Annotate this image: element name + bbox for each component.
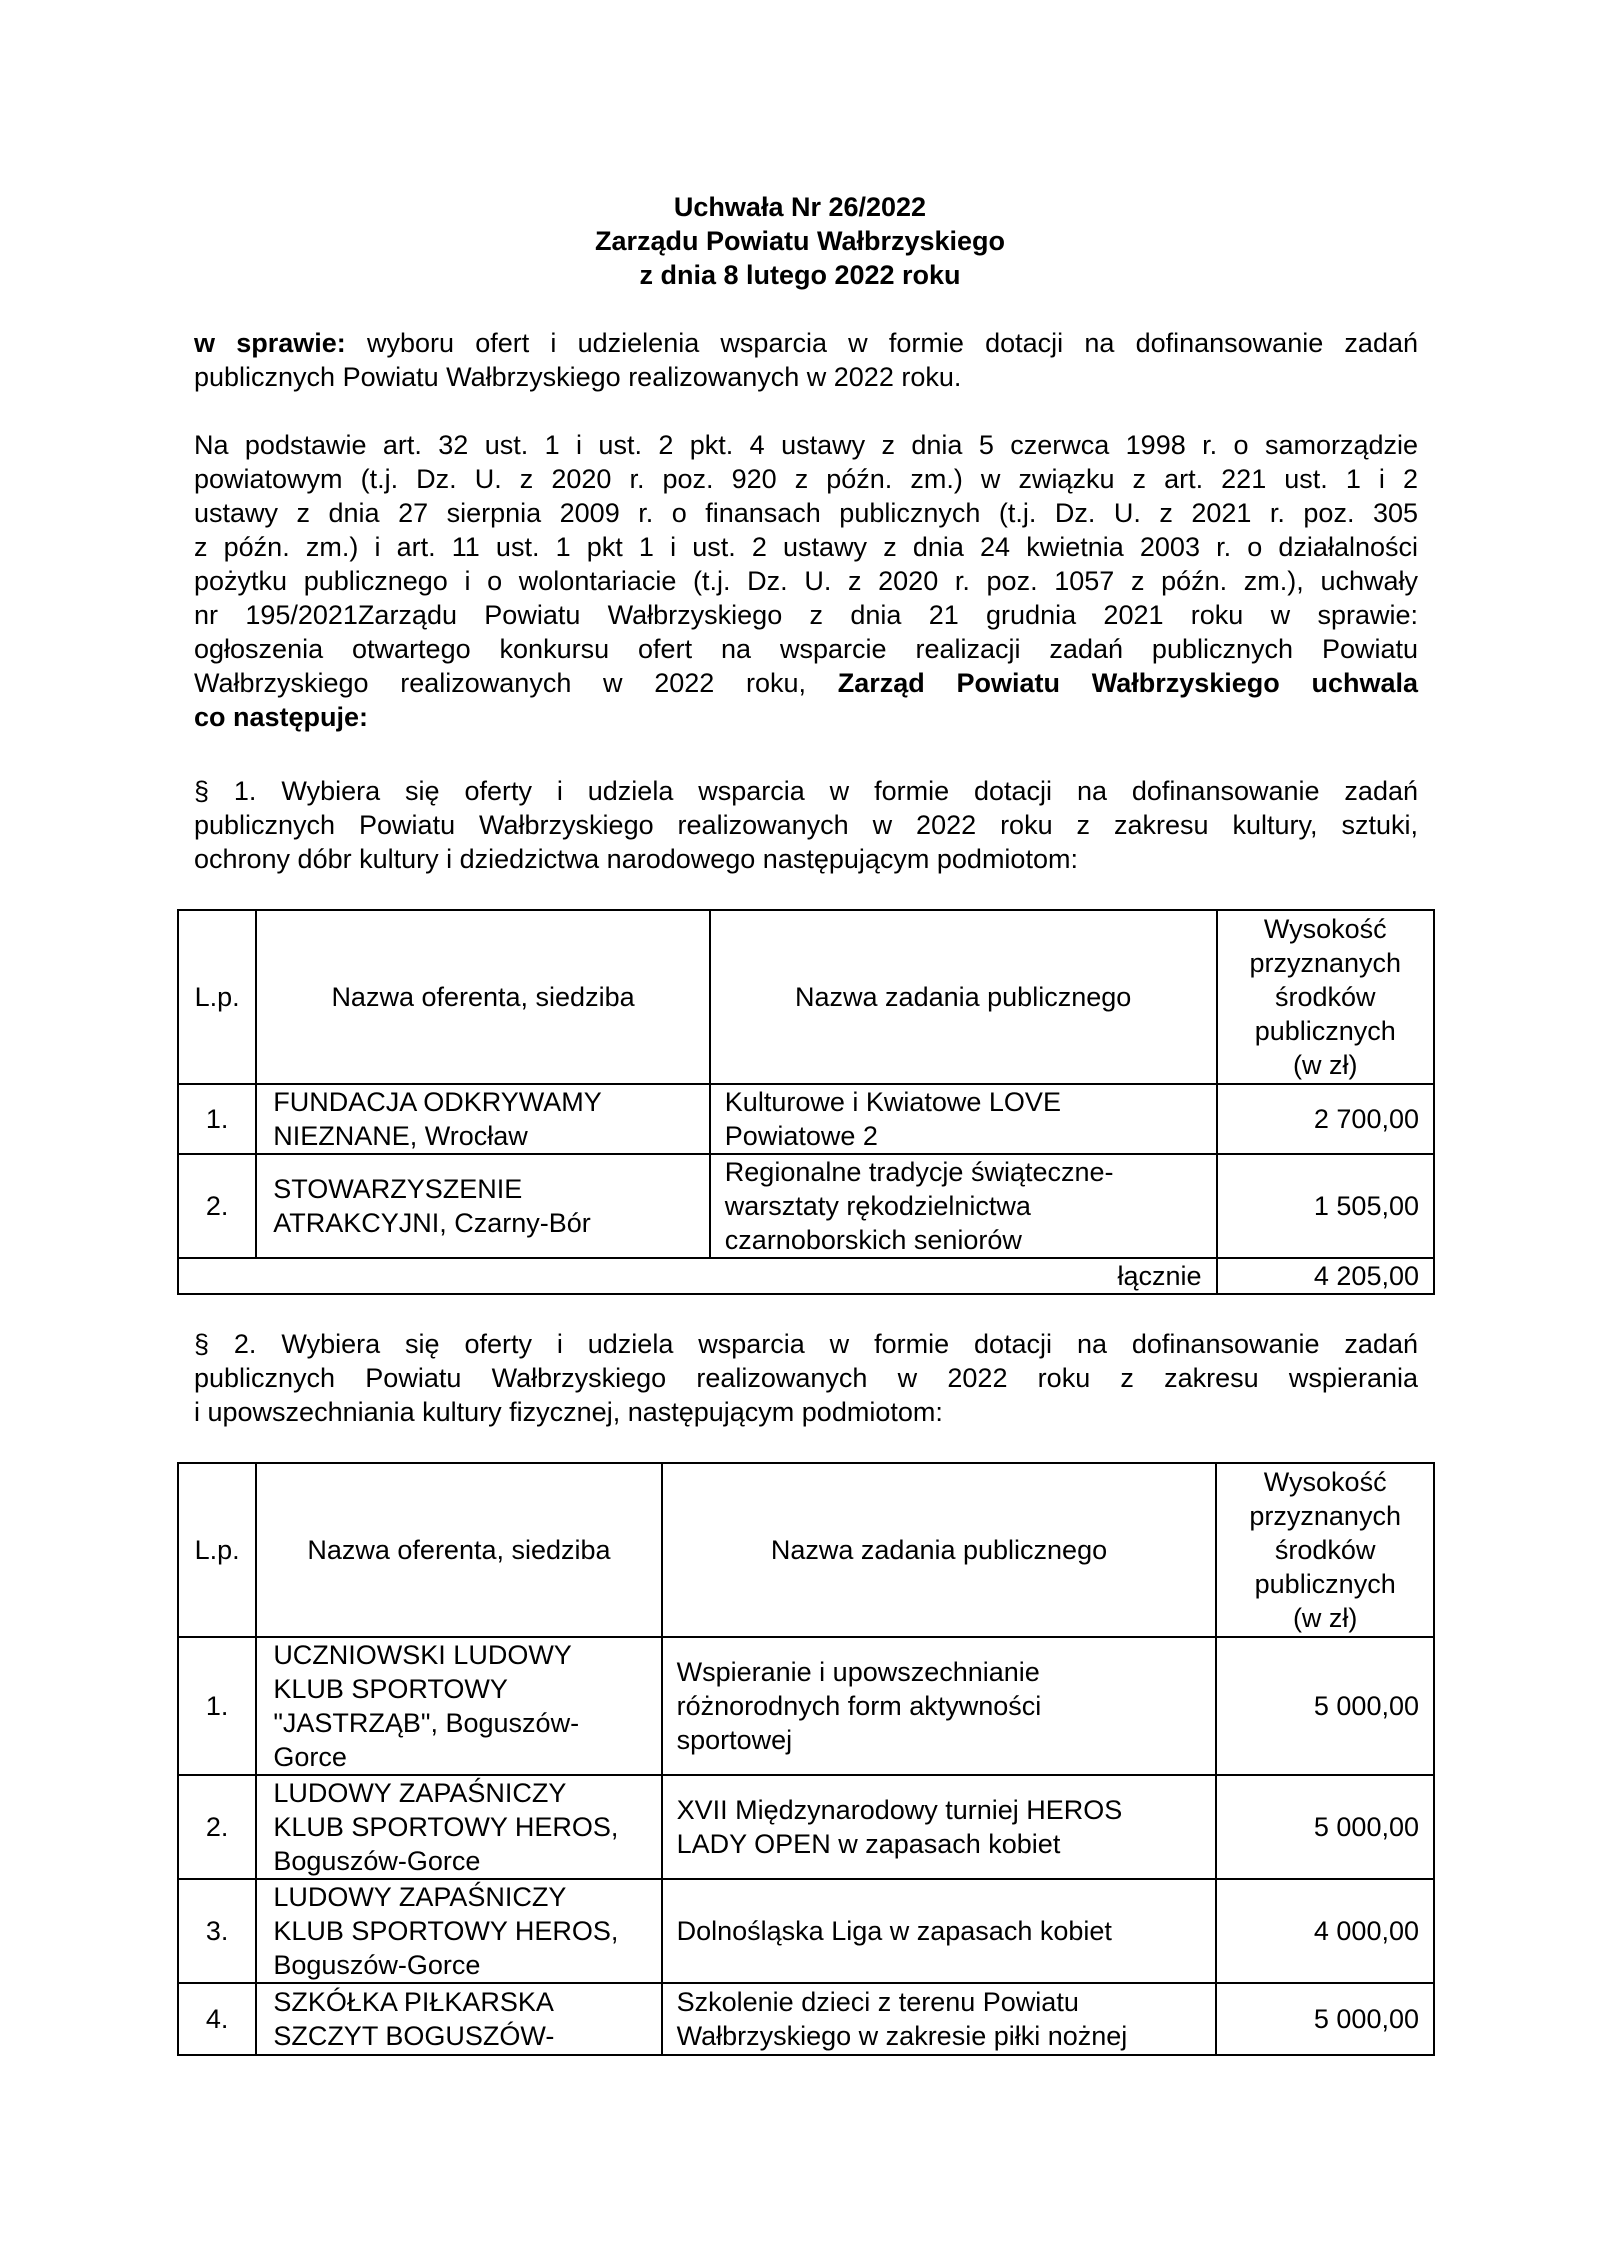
row-task: Szkolenie dzieci z terenu Powiatu Wałbrzyskiego w zakresie piłki nożnej	[662, 1983, 1217, 2055]
header-applicant: Nazwa oferenta, siedziba	[256, 1463, 661, 1637]
subject-paragraph	[194, 326, 1418, 394]
resolution-date: z dnia 8 lutego 2022 roku	[639, 260, 961, 290]
issuing-body: Zarządu Powiatu Wałbrzyskiego	[594, 226, 1006, 256]
subject-label: w sprawie:	[194, 328, 346, 358]
basis-line: z późn. zm.) i art. 11 ust. 1 pkt 1 i ust. 2 ustawy z dnia 24 kwietnia 2003 r. o działalności	[194, 532, 1418, 562]
table-total-row	[178, 1258, 1434, 1294]
table-row	[178, 1879, 1434, 1983]
total-amount: 4 205,00	[1217, 1258, 1435, 1294]
basis-line: ustawy z dnia 27 sierpnia 2009 r. o finansach publicznych (t.j. Dz. U. z 2021 r. poz. 305	[194, 498, 1418, 528]
resolution-number: Uchwała Nr 26/2022	[673, 192, 927, 222]
row-task: Wspieranie i upowszechnianie różnorodnych form aktywności sportowej	[662, 1637, 1217, 1775]
table-row	[178, 1637, 1434, 1775]
header-lp: L.p.	[178, 910, 256, 1084]
row-applicant: SZKÓŁKA PIŁKARSKA SZCZYT BOGUSZÓW-	[256, 1983, 661, 2055]
row-task: Kulturowe i Kwiatowe LOVE Powiatowe 2	[710, 1084, 1217, 1154]
section-1-line: ochrony dóbr kultury i dziedzictwa narodowego następującym podmiotom:	[194, 844, 1078, 874]
header-amount: Wysokość przyznanych środków publicznych (w zł)	[1217, 910, 1435, 1084]
row-task: XVII Międzynarodowy turniej HEROS LADY OPEN w zapasach kobiet	[662, 1775, 1217, 1879]
grants-table-sport	[177, 1462, 1435, 2056]
resolves-phrase: Zarząd Powiatu Wałbrzyskiego uchwala	[837, 668, 1419, 698]
section-2-line: publicznych Powiatu Wałbrzyskiego realizowanych w 2022 roku z zakresu wspierania	[194, 1363, 1418, 1393]
row-applicant: LUDOWY ZAPAŚNICZY KLUB SPORTOWY HEROS, Boguszów-Gorce	[256, 1879, 661, 1983]
row-lp: 1.	[178, 1084, 256, 1154]
table-header-row	[178, 910, 1434, 1084]
section-1-line: § 1. Wybiera się oferty i udziela wsparcia w formie dotacji na dofinansowanie zadań	[194, 776, 1418, 806]
section-1-line: publicznych Powiatu Wałbrzyskiego realizowanych w 2022 roku z zakresu kultury, sztuki,	[194, 810, 1418, 840]
table-header-row	[178, 1463, 1434, 1637]
grants-table-culture	[177, 909, 1435, 1295]
legal-basis-paragraph	[194, 428, 1418, 734]
row-amount: 4 000,00	[1216, 1879, 1434, 1983]
row-amount: 1 505,00	[1217, 1154, 1435, 1258]
basis-line: pożytku publicznego i o wolontariacie (t.j. Dz. U. z 2020 r. poz. 1057 z późn. zm.), uchwały	[194, 566, 1418, 596]
row-applicant: LUDOWY ZAPAŚNICZY KLUB SPORTOWY HEROS, Boguszów-Gorce	[256, 1775, 661, 1879]
table-row	[178, 1775, 1434, 1879]
row-lp: 2.	[178, 1775, 256, 1879]
section-2-line: § 2. Wybiera się oferty i udziela wsparcia w formie dotacji na dofinansowanie zadań	[194, 1329, 1418, 1359]
row-amount: 5 000,00	[1216, 1637, 1434, 1775]
basis-line: nr 195/2021Zarządu Powiatu Wałbrzyskiego z dnia 21 grudnia 2021 roku w sprawie:	[194, 600, 1418, 630]
table-row	[178, 1154, 1434, 1258]
section-2-paragraph	[194, 1327, 1418, 1429]
header-amount: Wysokość przyznanych środków publicznych (w zł)	[1216, 1463, 1434, 1637]
row-lp: 4.	[178, 1983, 256, 2055]
section-1-paragraph	[194, 774, 1418, 876]
header-task: Nazwa zadania publicznego	[662, 1463, 1217, 1637]
basis-line: ogłoszenia otwartego konkursu ofert na wsparcie realizacji zadań publicznych Powiatu	[194, 634, 1418, 664]
resolves-phrase-2: co następuje:	[194, 702, 369, 732]
row-amount: 5 000,00	[1216, 1983, 1434, 2055]
row-lp: 3.	[178, 1879, 256, 1983]
header-applicant: Nazwa oferenta, siedziba	[256, 910, 710, 1084]
row-applicant: STOWARZYSZENIE ATRAKCYJNI, Czarny-Bór	[256, 1154, 710, 1258]
section-2-line: i upowszechniania kultury fizycznej, następującym podmiotom:	[194, 1397, 943, 1427]
table-row	[178, 1983, 1434, 2055]
row-amount: 5 000,00	[1216, 1775, 1434, 1879]
basis-line: powiatowym (t.j. Dz. U. z 2020 r. poz. 920 z późn. zm.) w związku z art. 221 ust. 1 i 2	[194, 464, 1418, 494]
resolution-header	[0, 190, 1600, 292]
header-task: Nazwa zadania publicznego	[710, 910, 1217, 1084]
basis-line: Na podstawie art. 32 ust. 1 i ust. 2 pkt. 4 ustawy z dnia 5 czerwca 1998 r. o samorządzie	[194, 430, 1418, 460]
basis-line: Wałbrzyskiego realizowanych w 2022 roku,	[194, 668, 838, 698]
row-applicant: UCZNIOWSKI LUDOWY KLUB SPORTOWY "JASTRZĄB", Boguszów- Gorce	[256, 1637, 661, 1775]
subject-text-2: publicznych Powiatu Wałbrzyskiego realizowanych w 2022 roku.	[194, 362, 962, 392]
header-lp: L.p.	[178, 1463, 256, 1637]
row-applicant: FUNDACJA ODKRYWAMY NIEZNANE, Wrocław	[256, 1084, 710, 1154]
total-label: łącznie	[178, 1258, 1217, 1294]
subject-text: wyboru ofert i udzielenia wsparcia w formie dotacji na dofinansowanie zadań	[345, 328, 1418, 358]
row-lp: 1.	[178, 1637, 256, 1775]
row-task: Dolnośląska Liga w zapasach kobiet	[662, 1879, 1217, 1983]
row-task: Regionalne tradycje świąteczne- warsztaty rękodzielnictwa czarnoborskich seniorów	[710, 1154, 1217, 1258]
row-amount: 2 700,00	[1217, 1084, 1435, 1154]
row-lp: 2.	[178, 1154, 256, 1258]
table-row	[178, 1084, 1434, 1154]
